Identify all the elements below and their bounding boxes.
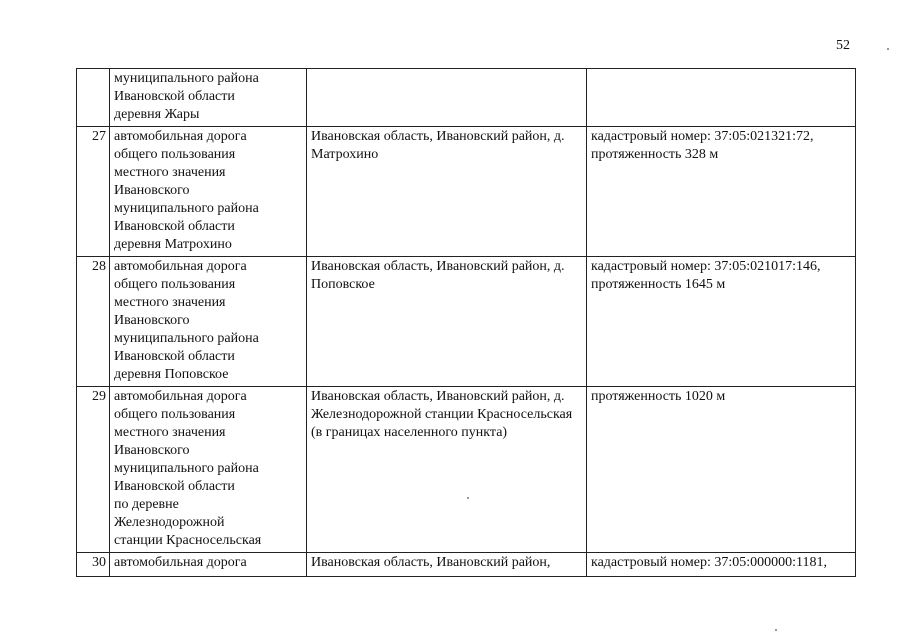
row-number: 28	[77, 257, 110, 387]
row-number: 30	[77, 553, 110, 577]
road-location: Ивановская область, Ивановский район, д. Матрохино	[307, 127, 587, 257]
road-name: автомобильная дорога общего пользования местного значения Ивановского муниципального района Ивановской области деревня Поповское	[110, 257, 307, 387]
road-location: Ивановская область, Ивановский район,	[307, 553, 587, 577]
page-number: 52	[836, 38, 850, 53]
road-location: Ивановская область, Ивановский район, д. Поповское	[307, 257, 587, 387]
road-name: автомобильная дорога	[110, 553, 307, 577]
roads-registry-table	[76, 68, 856, 577]
row-number: 29	[77, 387, 110, 553]
road-name: муниципального района Ивановской области деревня Жары	[110, 69, 307, 127]
road-details: кадастровый номер: 37:05:021017:146, протяженность 1645 м	[587, 257, 856, 387]
row-number: 27	[77, 127, 110, 257]
row-number	[77, 69, 110, 127]
table-row	[77, 69, 856, 127]
scan-speck	[467, 497, 469, 499]
road-name: автомобильная дорога общего пользования местного значения Ивановского муниципального района Ивановской области деревня Матрохино	[110, 127, 307, 257]
road-location	[307, 69, 587, 127]
road-location: Ивановская область, Ивановский район, д. Железнодорожной станции Красносельская (в границах населенного пункта)	[307, 387, 587, 553]
table-row	[77, 127, 856, 257]
scan-speck	[887, 48, 889, 50]
scan-speck	[775, 629, 777, 631]
road-name: автомобильная дорога общего пользования местного значения Ивановского муниципального района Ивановской области по деревне Железнодорожной станции Красносельская	[110, 387, 307, 553]
road-details: кадастровый номер: 37:05:000000:1181,	[587, 553, 856, 577]
table-row	[77, 553, 856, 577]
table-row	[77, 257, 856, 387]
road-details: кадастровый номер: 37:05:021321:72, протяженность 328 м	[587, 127, 856, 257]
table-row	[77, 387, 856, 553]
road-details: протяженность 1020 м	[587, 387, 856, 553]
road-details	[587, 69, 856, 127]
